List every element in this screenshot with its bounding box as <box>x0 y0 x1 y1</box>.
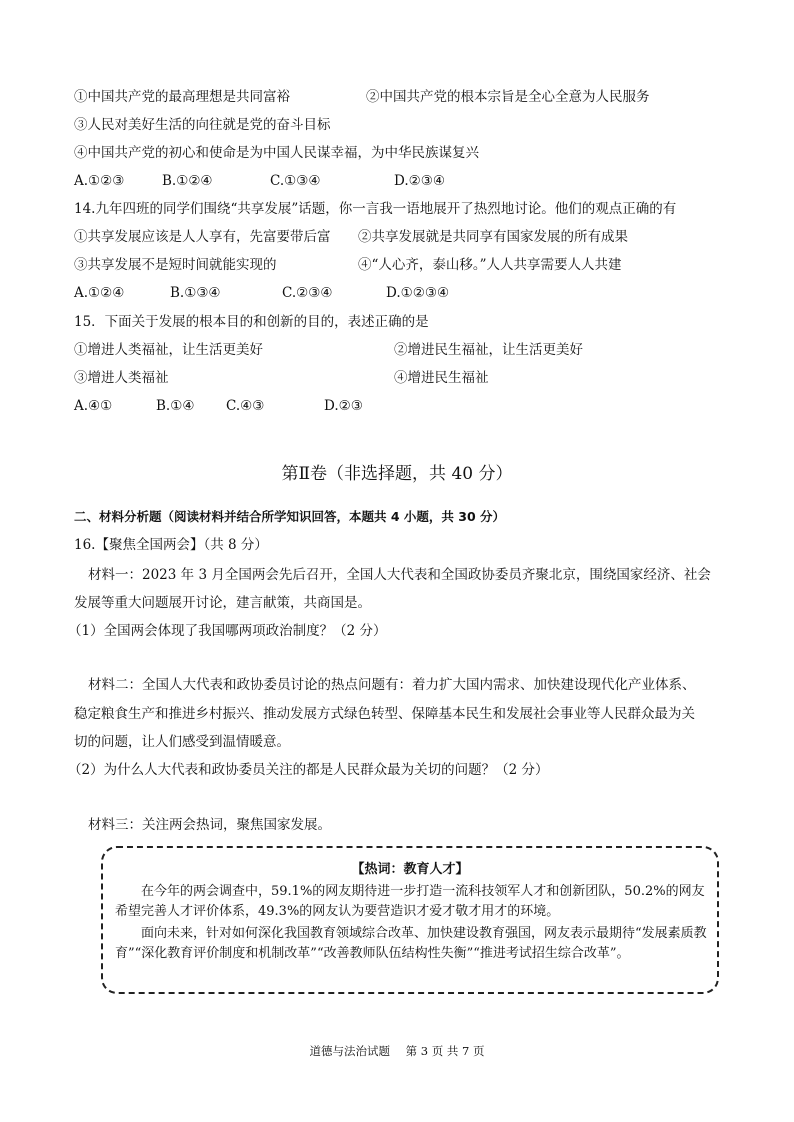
part2-heading: 二、材料分析题（阅读材料并结合所学知识回答，本题共 4 小题，共 30 分） <box>74 509 506 524</box>
footer-subject: 道德与法治试题 <box>309 1044 390 1058</box>
hotword-box <box>101 846 719 994</box>
q16-material1-line2: 发展等重大问题展开讨论，建言献策，共商国是。 <box>74 595 371 611</box>
q16-heading: 16.【聚焦全国两会】（共 8 分） <box>74 537 268 553</box>
footer-page-number: 第 3 页 共 7 页 <box>405 1044 485 1058</box>
q14-item-3: ③共享发展不是短时间就能实现的 <box>74 257 277 273</box>
q13-item-4: ④中国共产党的初心和使命是为中国人民谋幸福，为中华民族谋复兴 <box>74 145 479 161</box>
q15-item-4: ④增进民生福祉 <box>394 370 489 386</box>
q15-item-3: ③增进人类福祉 <box>74 370 169 386</box>
q13-option-a: A.①②③ <box>74 173 125 189</box>
q15-item-2: ②增进民生福祉，让生活更美好 <box>394 342 583 358</box>
q13-item-2: ②中国共产党的根本宗旨是全心全意为人民服务 <box>366 89 650 105</box>
q14-stem: 14.九年四班的同学们围绕“共享发展”话题，你一言我一语地展开了热烈地讨论。他们的观点正确的有 <box>74 201 677 217</box>
q14-option-a: A.①②④ <box>74 285 125 301</box>
q13-item-3: ③人民对美好生活的向往就是党的奋斗目标 <box>74 117 331 133</box>
q14-option-d: D.①②③④ <box>386 285 450 301</box>
q14-item-1: ①共享发展应该是人人享有，先富要带后富 <box>74 229 331 245</box>
hotword-box-paragraph-2: 面向未来，针对如何深化我国教育领域综合改革、加快建设教育强国，网友表示最期待“发展素质教育”“深化教育评价制度和机制改革”“改善教师队伍结构性失衡”“推进考试招生综合改革”。 <box>115 926 707 961</box>
q14-item-2: ②共享发展就是共同享有国家发展的所有成果 <box>358 229 628 245</box>
hotword-box-title: 【热词：教育人才】 <box>351 862 469 877</box>
q16-material3: 材料三：关注两会热词，聚焦国家发展。 <box>88 817 331 833</box>
q15-option-d: D.②③ <box>324 398 363 414</box>
q15-item-1: ①增进人类福祉，让生活更美好 <box>74 342 263 358</box>
q16-subquestion-1: （1）全国两会体现了我国哪两项政治制度？（2 分） <box>68 623 387 639</box>
q14-option-c: C.②③④ <box>282 285 333 301</box>
q16-material1-line1: 材料一：2023 年 3 月全国两会先后召开，全国人大代表和全国政协委员齐聚北京，围绕国家经济、社会 <box>88 567 711 583</box>
q13-option-b: B.①②④ <box>162 173 213 189</box>
q15-option-c: C.④③ <box>226 398 265 414</box>
q16-material2-line3: 切的问题，让人们感受到温情暖意。 <box>74 734 290 750</box>
q13-option-d: D.②③④ <box>394 173 445 189</box>
q13-item-1: ①中国共产党的最高理想是共同富裕 <box>74 89 290 105</box>
q14-option-b: B.①③④ <box>170 285 221 301</box>
q13-option-c: C.①③④ <box>270 173 321 189</box>
q16-material2-line1: 材料二：全国人大代表和政协委员讨论的热点问题有：着力扩大国内需求、加快建设现代化产业体系、 <box>88 677 696 693</box>
q14-item-4: ④“人心齐，泰山移。”人人共享需要人人共建 <box>358 257 622 273</box>
q15-option-b: B.①④ <box>156 398 195 414</box>
hotword-box-paragraph-1: 在今年的两会调查中，59.1%的网友期待进一步打造一流科技领军人才和创新团队，50.2%的网友希望完善人才评价体系，49.3%的网友认为要营造识才爱才敬才用才的环境。 <box>115 884 705 919</box>
page-footer <box>0 1043 794 1059</box>
q16-subquestion-2: （2）为什么人大代表和政协委员关注的都是人民群众最为关切的问题？（2 分） <box>68 762 549 778</box>
q15-stem: 15．下面关于发展的根本目的和创新的目的，表述正确的是 <box>74 314 429 330</box>
q15-option-a: A.④① <box>74 398 113 414</box>
section-title: 第Ⅱ卷（非选择题，共 40 分） <box>281 464 513 484</box>
q16-material2-line2: 稳定粮食生产和推进乡村振兴、推动发展方式绿色转型、保障基本民生和发展社会事业等人民群众最为关 <box>74 706 695 722</box>
